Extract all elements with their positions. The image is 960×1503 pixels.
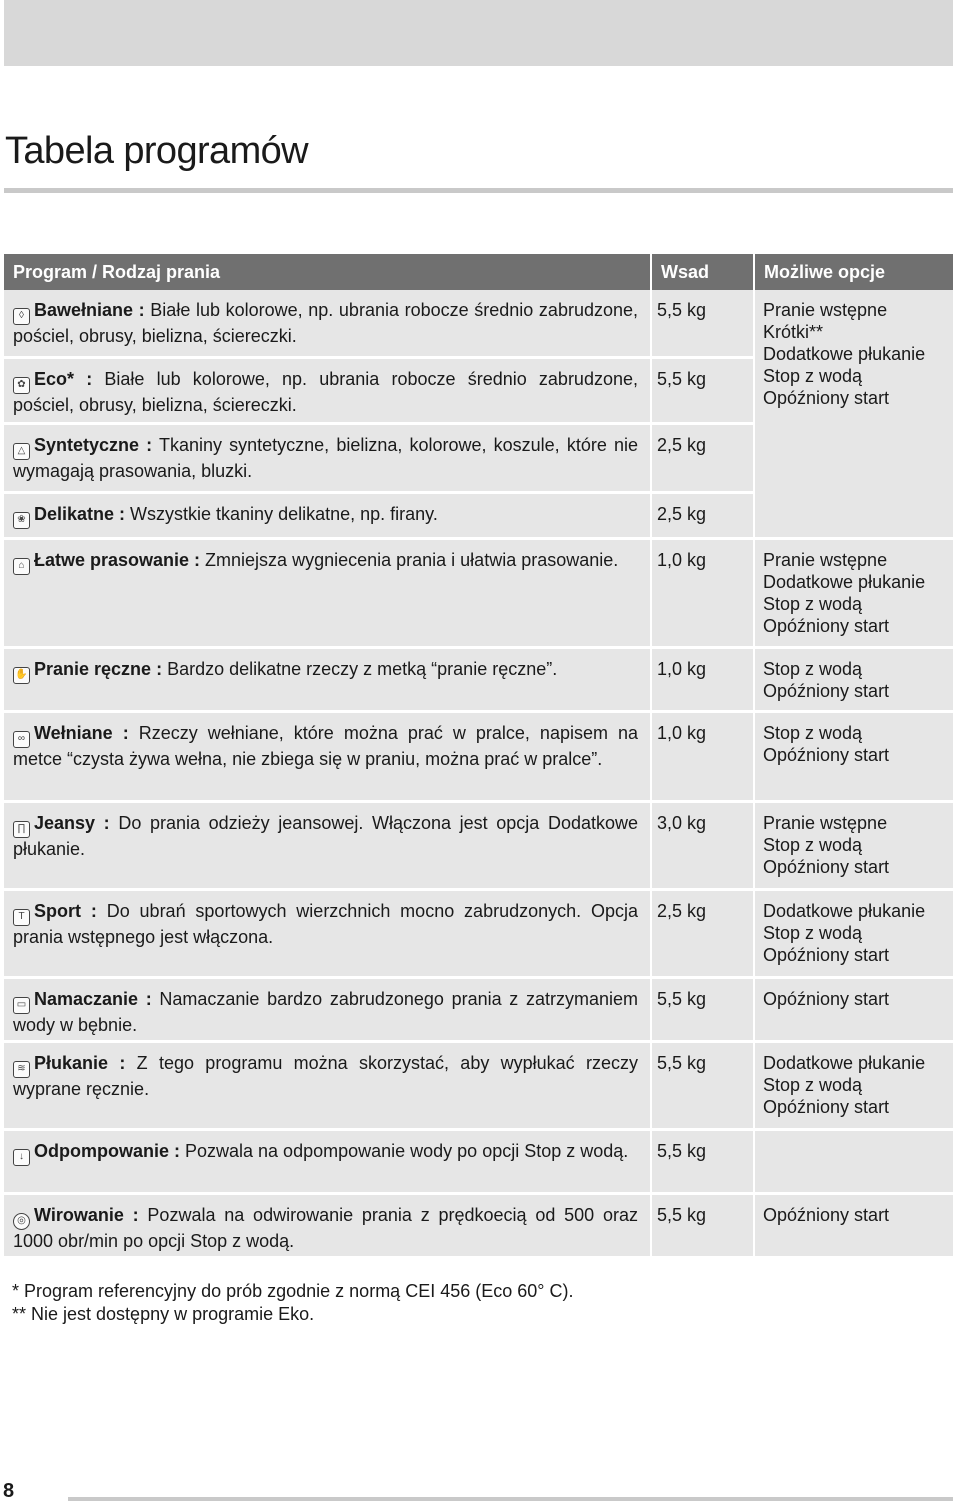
program-description: Pozwala na odwirowanie prania z prędkoecią od 500 oraz 1000 obr/min po opcji Stop z wodą. — [13, 1205, 638, 1251]
table-row — [4, 290, 953, 356]
wool-icon: ∞ — [13, 731, 30, 748]
table-row — [4, 803, 953, 888]
program-name: Łatwe prasowanie : — [34, 550, 201, 570]
options-cell — [753, 891, 953, 976]
title-divider — [4, 188, 953, 193]
table-body — [4, 290, 953, 1256]
table-row — [4, 1043, 953, 1128]
program-cell — [4, 540, 650, 646]
load-cell: 1,0 kg — [650, 540, 753, 646]
option-item: Stop z wodą — [763, 835, 863, 855]
program-name: Syntetyczne : — [34, 435, 153, 455]
programs-table — [4, 254, 953, 1256]
program-description: Z tego programu można skorzystać, aby wypłukać rzeczy wyprane ręcznie. — [13, 1053, 638, 1099]
load-cell: 2,5 kg — [650, 425, 753, 491]
option-item: Stop z wodą — [763, 659, 863, 679]
option-item: Stop z wodą — [763, 723, 863, 743]
option-item: Stop z wodą — [763, 923, 863, 943]
load-cell: 2,5 kg — [650, 494, 753, 537]
header-options: Możliwe opcje — [753, 254, 953, 290]
footnotes — [12, 1280, 573, 1326]
program-cell — [4, 1195, 650, 1256]
options-cell — [753, 803, 953, 888]
table-row — [4, 1131, 953, 1192]
option-item: Pranie wstępne — [763, 300, 888, 320]
program-description: Wszystkie tkaniny delikatne, np. firany. — [125, 504, 438, 524]
options-cell — [753, 649, 953, 710]
table-row — [4, 540, 953, 646]
table-row — [4, 1195, 953, 1256]
program-name: Namaczanie : — [34, 989, 152, 1009]
program-name: Odpompowanie : — [34, 1141, 180, 1161]
program-cell — [4, 713, 650, 800]
option-item: Stop z wodą — [763, 366, 863, 386]
program-cell — [4, 1131, 650, 1192]
options-cell — [753, 290, 953, 537]
option-item: Opóźniony start — [763, 1205, 890, 1225]
table-row — [4, 979, 953, 1040]
option-item: Opóźniony start — [763, 388, 890, 408]
spin-icon: ◎ — [13, 1213, 30, 1230]
program-cell — [4, 979, 650, 1040]
load-cell: 5,5 kg — [650, 1195, 753, 1256]
synthetics-icon: △ — [13, 443, 30, 460]
program-name: Pranie ręczne : — [34, 659, 163, 679]
page-title: Tabela programów — [5, 130, 309, 172]
option-item: Opóźniony start — [763, 857, 890, 877]
header-bar — [4, 0, 953, 66]
footnote-1: * Program referencyjny do prób zgodnie z normą CEI 456 (Eco 60° C). — [12, 1281, 574, 1301]
hand-wash-icon: ✋ — [13, 667, 30, 684]
rinse-icon: ≋ — [13, 1061, 30, 1078]
table-row — [4, 649, 953, 710]
options-cell — [753, 1043, 953, 1128]
load-cell: 3,0 kg — [650, 803, 753, 888]
option-item: Stop z wodą — [763, 594, 863, 614]
load-cell: 5,5 kg — [650, 979, 753, 1040]
easy-iron-icon: ⌂ — [13, 558, 30, 575]
option-item: Dodatkowe płukanie — [763, 1053, 926, 1073]
program-cell — [4, 803, 650, 888]
load-cell: 5,5 kg — [650, 290, 753, 356]
program-description: Zmniejsza wygniecenia prania i ułatwia prasowanie. — [200, 550, 619, 570]
header-load: Wsad — [650, 254, 753, 290]
option-item: Krótki** — [763, 322, 824, 342]
program-description: Rzeczy wełniane, które można prać w pralce, napisem na metce “czysta żywa wełna, nie zbiega się w praniu, można prać w pralce”. — [13, 723, 638, 769]
option-item: Dodatkowe płukanie — [763, 344, 926, 364]
load-cell: 1,0 kg — [650, 713, 753, 800]
program-name: Wirowanie : — [34, 1205, 139, 1225]
table-header-row — [4, 254, 953, 290]
load-cell: 5,5 kg — [650, 1043, 753, 1128]
footnote-2: ** Nie jest dostępny w programie Eko. — [12, 1304, 315, 1324]
options-cell — [753, 1195, 953, 1256]
load-cell: 5,5 kg — [650, 359, 753, 422]
option-item: Opóźniony start — [763, 745, 890, 765]
program-description: Białe lub kolorowe, np. ubrania robocze średnio zabrudzone, pościel, obrusy, bielizna, ściereczki. — [13, 300, 639, 346]
program-name: Płukanie : — [34, 1053, 126, 1073]
option-item: Dodatkowe płukanie — [763, 572, 926, 592]
options-cell — [753, 540, 953, 646]
delicates-icon: ❀ — [13, 512, 30, 529]
option-item: Dodatkowe płukanie — [763, 901, 926, 921]
jeans-icon: ∏ — [13, 821, 30, 838]
program-description: Do prania odzieży jeansowej. Włączona jest opcja Dodatkowe płukanie. — [13, 813, 639, 859]
table-row — [4, 891, 953, 976]
program-name: Eco* : — [34, 369, 93, 389]
option-item: Pranie wstępne — [763, 813, 888, 833]
program-description: Do ubrań sportowych wierzchnich mocno zabrudzonych. Opcja prania wstępnego jest włączona. — [13, 901, 638, 947]
option-item: Opóźniony start — [763, 989, 890, 1009]
load-cell: 1,0 kg — [650, 649, 753, 710]
option-item: Opóźniony start — [763, 945, 890, 965]
option-item: Pranie wstępne — [763, 550, 888, 570]
program-description: Namaczanie bardzo zabrudzonego prania z zatrzymaniem wody w bębnie. — [13, 989, 638, 1035]
options-cell — [753, 979, 953, 1040]
options-cell — [753, 1131, 953, 1192]
eco-icon: ✿ — [13, 377, 30, 394]
program-cell — [4, 425, 650, 491]
option-item: Stop z wodą — [763, 1075, 863, 1095]
options-cell — [753, 713, 953, 800]
program-description: Bardzo delikatne rzeczy z metką “pranie ręczne”. — [162, 659, 558, 679]
program-name: Sport : — [34, 901, 97, 921]
option-item: Opóźniony start — [763, 681, 890, 701]
table-row — [4, 713, 953, 800]
program-cell — [4, 649, 650, 710]
program-description: Białe lub kolorowe, np. ubrania robocze średnio zabrudzone, pościel, obrusy, bielizna, ściereczki. — [13, 369, 638, 415]
program-description: Tkaniny syntetyczne, bielizna, kolorowe, koszule, które nie wymagają prasowania, bluzki. — [13, 435, 638, 481]
program-name: Bawełniane : — [34, 300, 145, 320]
program-cell — [4, 359, 650, 422]
header-program: Program / Rodzaj prania — [4, 254, 650, 290]
program-cell — [4, 891, 650, 976]
program-cell — [4, 290, 650, 356]
option-item: Opóźniony start — [763, 1097, 890, 1117]
load-cell: 5,5 kg — [650, 1131, 753, 1192]
program-name: Wełniane : — [34, 723, 129, 743]
cotton-icon: ◊ — [13, 308, 30, 325]
sport-icon: T — [13, 909, 30, 926]
program-cell — [4, 1043, 650, 1128]
program-name: Jeansy : — [34, 813, 110, 833]
drain-icon: ↓ — [13, 1149, 30, 1166]
page-number: 8 — [3, 1480, 15, 1502]
soak-icon: ▭ — [13, 997, 30, 1014]
option-item: Opóźniony start — [763, 616, 890, 636]
program-cell — [4, 494, 650, 537]
program-name: Delikatne : — [34, 504, 126, 524]
footer-divider — [68, 1497, 953, 1501]
load-cell: 2,5 kg — [650, 891, 753, 976]
program-description: Pozwala na odpompowanie wody po opcji Stop z wodą. — [180, 1141, 629, 1161]
